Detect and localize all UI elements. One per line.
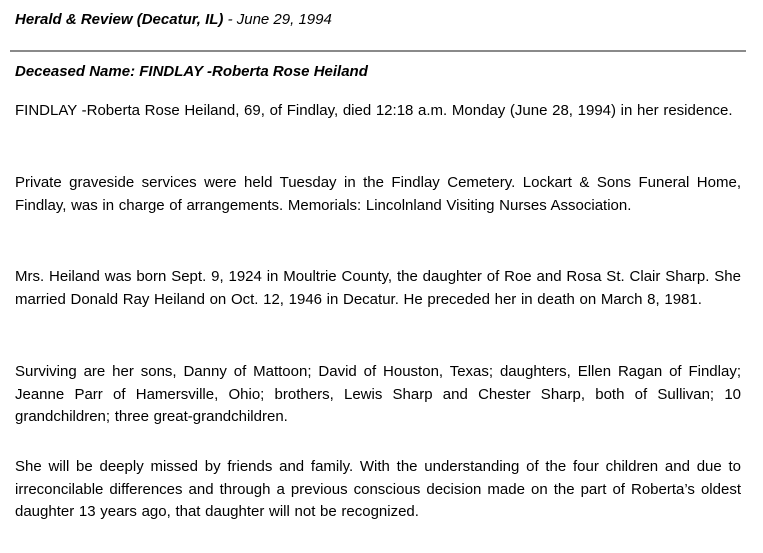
publication-name: Herald & Review (Decatur, IL)	[15, 11, 224, 28]
source-header	[15, 10, 332, 30]
deceased-name-heading: Deceased Name: FINDLAY -Roberta Rose Heiland	[15, 63, 368, 80]
obituary-paragraph-services: Private graveside services were held Tuesday in the Findlay Cemetery. Lockart & Sons Funeral Home, Findlay, was in charge of arrangements. Memorials: Lincolnland Visiting Nurses Association.	[15, 174, 741, 214]
obituary-paragraph-note: She will be deeply missed by friends and family. With the understanding of the four children and due to irreconcilable differences and through a previous conscious decision made on the part of Roberta’s oldest daughter 13 years ago, that daughter will not be recognized.	[15, 458, 741, 520]
header-divider	[10, 50, 746, 52]
obituary-paragraph-death: FINDLAY -Roberta Rose Heiland, 69, of Findlay, died 12:18 a.m. Monday (June 28, 1994) in her residence.	[15, 102, 733, 119]
publication-date: - June 29, 1994	[223, 11, 332, 28]
obituary-paragraph-survivors: Surviving are her sons, Danny of Mattoon; David of Houston, Texas; daughters, Ellen Ragan of Findlay; Jeanne Parr of Hamersville, Ohio; brothers, Lewis Sharp and Chester Sharp, both of Sullivan; 10 grandchildren; three great-grandchildren.	[15, 363, 741, 425]
obituary-paragraph-biography: Mrs. Heiland was born Sept. 9, 1924 in Moultrie County, the daughter of Roe and Rosa St. Clair Sharp. She married Donald Ray Heiland on Oct. 12, 1946 in Decatur. He preceded her in death on March 8, 1981.	[15, 268, 741, 308]
